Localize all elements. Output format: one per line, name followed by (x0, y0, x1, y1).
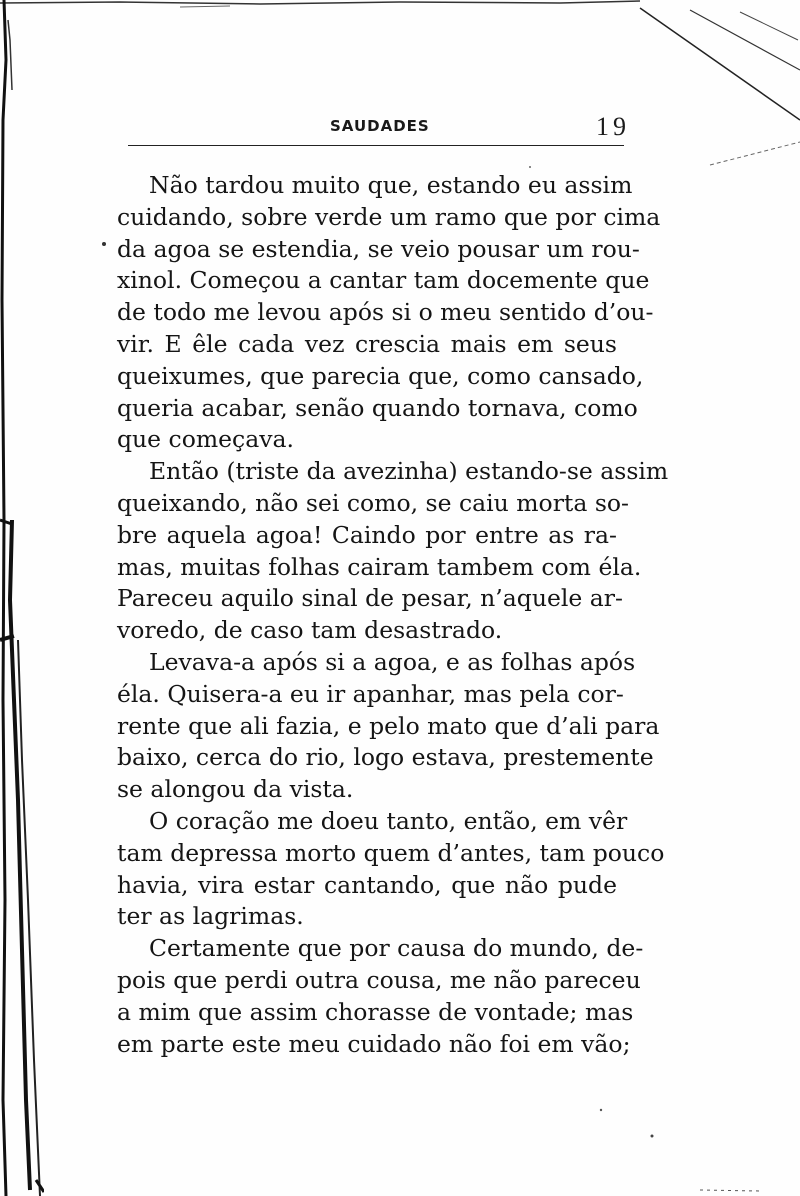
text-line: Não tardou muito que, estando eu assim (149, 171, 633, 199)
text-line: vir. E êle cada vez crescia mais em seus (117, 329, 617, 358)
page-fold-lines (620, 0, 800, 180)
text-line: mas, muitas folhas cairam tambem com éla. (117, 552, 642, 581)
text-line: cuidando, sobre verde um ramo que por cima (117, 202, 661, 231)
text-line: Levava-a após si a agoa, e as folhas após (149, 647, 636, 676)
text-line: queixumes, que parecia que, como cansado, (117, 361, 644, 390)
text-line: Pareceu aquilo sinal de pesar, n’aquele ar- (117, 584, 623, 613)
text-line: Certamente que por causa do mundo, de- (149, 934, 644, 963)
text-line: voredo, de caso tam desastrado. (117, 616, 503, 645)
binding-edge (0, 0, 44, 1196)
paragraph-1 (117, 170, 661, 456)
text-line: em parte este meu cuidado não foi em vão; (117, 1029, 631, 1058)
paragraph-5 (117, 933, 644, 1060)
paragraph-2 (117, 456, 669, 647)
page-number: 19 (596, 112, 630, 141)
text-line: ter as lagrimas. (117, 902, 304, 931)
text-line: xinol. Começou a cantar tam docemente que (117, 266, 650, 295)
running-head (128, 112, 628, 152)
text-line: de todo me levou após si o meu sentido d’ou- (117, 298, 654, 327)
text-line: da agoa se estendia, se veio pousar um rou- (117, 234, 640, 263)
text-line: queixando, não sei como, se caiu morta so- (117, 488, 629, 517)
text-line: éla. Quisera-a eu ir apanhar, mas pela cor- (117, 679, 624, 708)
text-line: O coração me doeu tanto, então, em vêr (149, 806, 628, 835)
text-line: a mim que assim chorasse de vontade; mas (117, 997, 634, 1026)
text-line: pois que perdi outra cousa, me não pareceu (117, 965, 641, 994)
body-text (117, 170, 669, 1060)
text-line: bre aquela agoa! Caindo por entre as ra- (117, 520, 617, 549)
paragraph-4 (117, 806, 665, 933)
text-line: tam depressa morto quem d’antes, tam pouco (117, 838, 665, 867)
text-line: se alongou da vista. (117, 775, 354, 804)
text-line: havia, vira estar cantando, que não pude (117, 870, 617, 899)
text-line: baixo, cerca do rio, logo estava, prestemente (117, 743, 654, 772)
text-line: rente que ali fazia, e pelo mato que d’ali para (117, 711, 660, 740)
header-rule (128, 145, 624, 146)
running-title: SAUDADES (330, 117, 430, 135)
text-line: Então (triste da avezinha) estando-se assim (149, 457, 669, 486)
text-line: queria acabar, senão quando tornava, como (117, 393, 638, 422)
text-line: que começava. (117, 425, 294, 454)
paragraph-3 (117, 647, 660, 806)
